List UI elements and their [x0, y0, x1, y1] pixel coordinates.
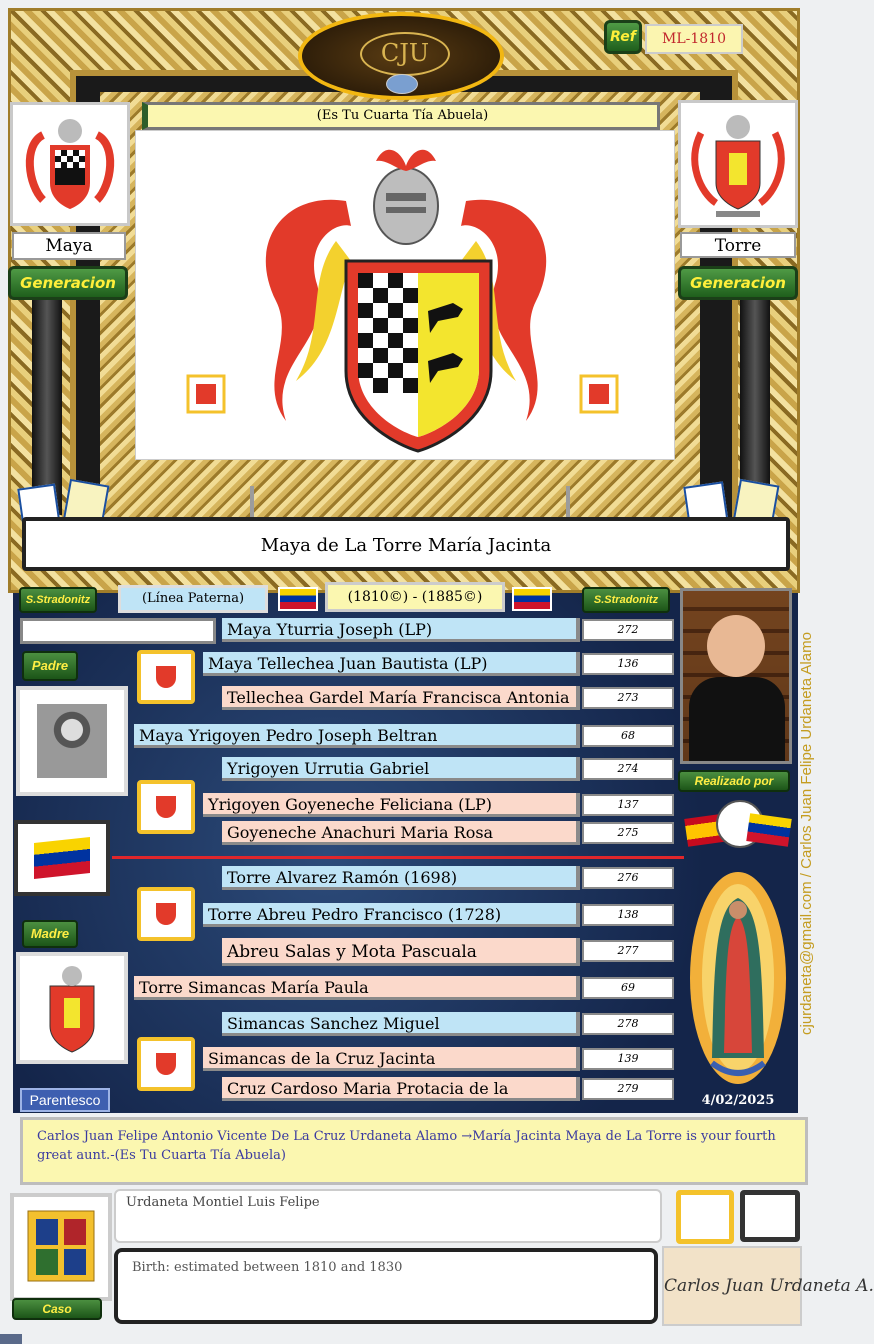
portrait-icon: [37, 704, 107, 778]
case-name: Urdaneta Montiel Luis Felipe: [114, 1189, 662, 1243]
caso-label: Caso: [12, 1298, 102, 1320]
ancestor-row-272: Maya Yturria Joseph (LP): [222, 618, 580, 642]
ref-code: ML-1810: [645, 24, 743, 54]
ref-label: Ref: [604, 20, 642, 54]
venezuela-flag-icon: [34, 837, 90, 879]
surname-right: Torre: [680, 232, 796, 258]
coat-of-arms-thumb: [137, 887, 195, 941]
ancestor-row-68: Maya Yrigoyen Pedro Joseph Beltran: [134, 724, 580, 748]
venezuela-flag-icon: [278, 587, 318, 611]
subject-name: Maya de La Torre María Jacinta: [22, 517, 790, 571]
ancestor-row-138: Torre Abreu Pedro Francisco (1728): [203, 903, 580, 927]
years-range: (1810©) - (1885©): [325, 582, 505, 612]
case-crest-icon: [14, 1197, 108, 1297]
corner-mark: [0, 1334, 22, 1344]
lineage-label: (Línea Paterna): [118, 585, 268, 613]
birth-info: Birth: estimated between 1810 and 1830: [114, 1248, 658, 1324]
ancestor-row-276: Torre Alvarez Ramón (1698): [222, 866, 580, 890]
author-suit-icon: [689, 677, 785, 761]
padre-label: Padre: [22, 651, 78, 681]
ancestor-number: 279: [582, 1078, 674, 1100]
ancestor-row-274: Yrigoyen Urrutia Gabriel: [222, 757, 580, 781]
ancestor-number: 68: [582, 725, 674, 747]
empty-box-dark: [740, 1190, 800, 1242]
ancestor-row-275: Goyeneche Anachuri Maria Rosa: [222, 821, 580, 845]
venezuela-flag-icon: [746, 813, 791, 847]
ancestor-number: 276: [582, 867, 674, 889]
left-crest-box: [10, 102, 130, 226]
generation-button-left[interactable]: Generacion: [8, 266, 128, 300]
relationship-text: Carlos Juan Felipe Antonio Vicente De La Cruz Urdaneta Alamo →María Jacinta Maya de La Torre is your fourth great aunt.-(Es Tu Cuarta Tía Abuela): [20, 1117, 808, 1185]
ancestor-row-278: Simancas Sanchez Miguel: [222, 1012, 580, 1036]
ancestor-number: 69: [582, 977, 674, 999]
ancestor-number: 278: [582, 1013, 674, 1035]
flag-box: [14, 820, 110, 896]
author-photo: [680, 588, 792, 764]
ancestor-number: 137: [582, 794, 674, 816]
mother-crest: [16, 952, 128, 1064]
ancestor-row-137: Yrigoyen Goyeneche Feliciana (LP): [203, 793, 580, 817]
logo-gem-icon: [386, 74, 418, 94]
cju-logo: [298, 12, 504, 100]
ancestor-row-277: Abreu Salas y Mota Pascuala: [222, 938, 580, 966]
ancestor-number: 139: [582, 1048, 674, 1070]
stradonitz-label-left: S.Stradonitz: [19, 587, 97, 613]
madre-label: Madre: [22, 920, 78, 948]
relation-banner: (Es Tu Cuarta Tía Abuela): [142, 102, 660, 130]
venezuela-flag-icon: [512, 587, 552, 611]
ancestor-row-69: Torre Simancas María Paula: [134, 976, 580, 1000]
signature: Carlos Juan Urdaneta A.: [662, 1246, 802, 1326]
cju-logo-text: CJU: [360, 32, 450, 76]
realizado-label: Realizado por: [678, 770, 790, 792]
ancestor-row-279: Cruz Cardoso Maria Protacia de la: [222, 1077, 580, 1101]
maya-crest-icon: [13, 105, 127, 223]
coat-of-arms-panel: [135, 130, 675, 460]
lineage-divider: [112, 856, 684, 859]
torre-crest-icon: [681, 103, 795, 225]
surname-left: Maya: [12, 232, 126, 260]
empty-box-yellow: [676, 1190, 734, 1244]
generation-button-right[interactable]: Generacion: [678, 266, 798, 300]
father-photo: [16, 686, 128, 796]
virgin-guadalupe-icon: [686, 868, 790, 1088]
ancestor-number: 275: [582, 822, 674, 844]
empty-field: [20, 618, 216, 644]
flags-seal: [686, 798, 790, 860]
coat-of-arms-icon: [136, 131, 676, 461]
case-crest: [10, 1193, 112, 1301]
ancestor-number: 274: [582, 758, 674, 780]
coat-of-arms-thumb: [137, 780, 195, 834]
ancestor-row-136: Maya Tellechea Juan Bautista (LP): [203, 652, 580, 676]
ancestor-number: 277: [582, 940, 674, 962]
ancestor-row-139: Simancas de la Cruz Jacinta: [203, 1047, 580, 1071]
ancestor-number: 273: [582, 687, 674, 709]
torre-crest-icon: [20, 956, 124, 1060]
coat-of-arms-thumb: [137, 1037, 195, 1091]
parentesco-label: Parentesco: [20, 1088, 110, 1112]
pillar-left: [32, 300, 62, 515]
coat-of-arms-thumb: [137, 650, 195, 704]
stradonitz-label-right: S.Stradonitz: [582, 587, 670, 613]
right-crest-box: [678, 100, 798, 228]
date: 4/02/2025: [701, 1093, 775, 1108]
ancestor-number: 136: [582, 653, 674, 675]
vertical-credit: cjurdaneta@gmail.com / Carlos Juan Felipe Urdaneta Alamo: [798, 632, 815, 1035]
ancestor-row-273: Tellechea Gardel María Francisca Antonia: [222, 686, 580, 710]
ancestor-number: 272: [582, 619, 674, 641]
ancestor-number: 138: [582, 904, 674, 926]
virgin-guadalupe-image: [686, 868, 790, 1088]
author-face-icon: [707, 615, 765, 677]
